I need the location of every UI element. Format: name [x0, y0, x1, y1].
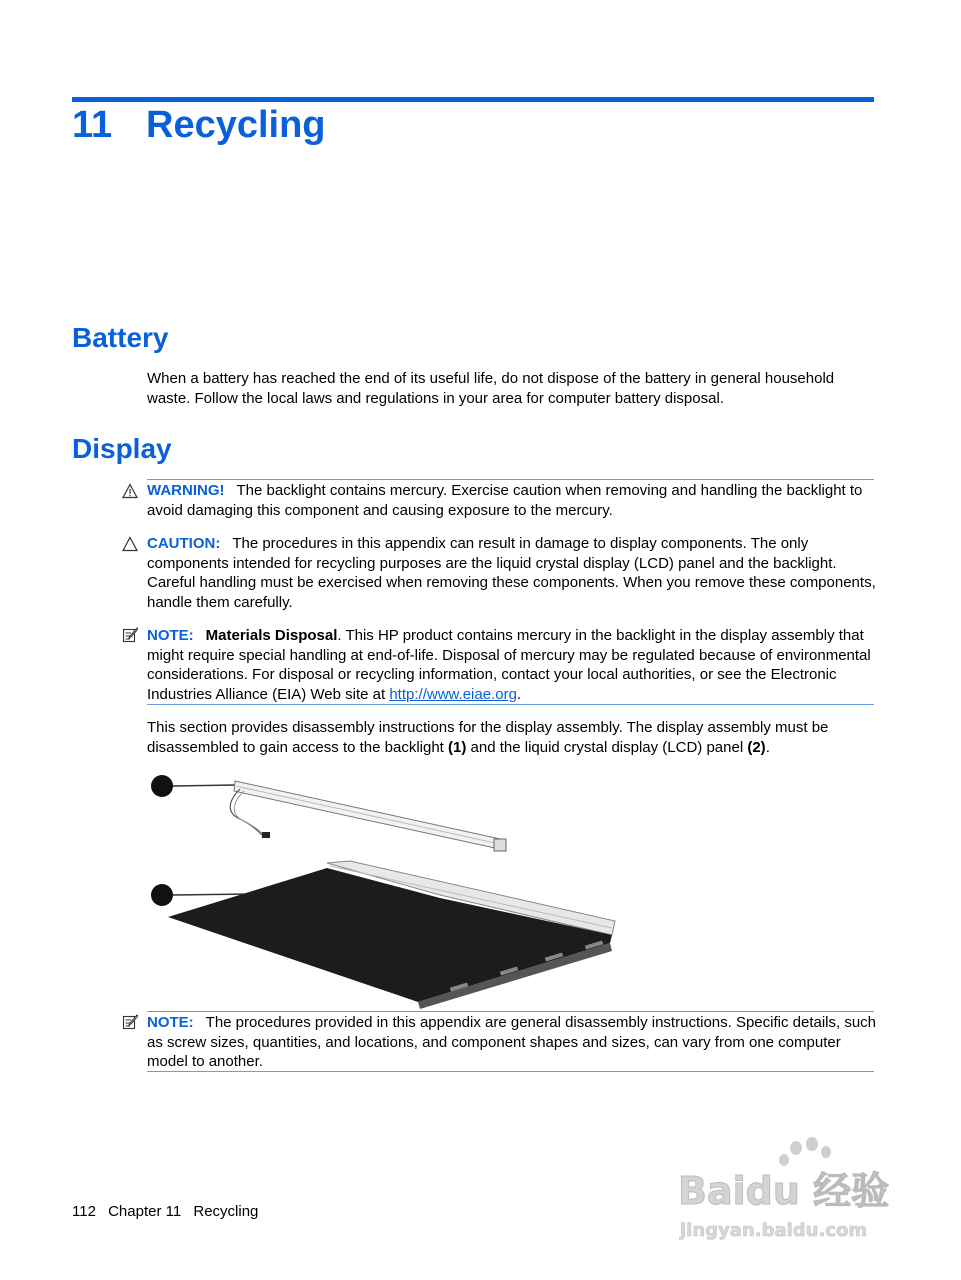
- note2-text: The procedures provided in this appendix are general disassembly instructions. Specific details, such as screw sizes, quantities, and locations, and component shapes and sizes, can vary from one computer model to another.: [147, 1014, 877, 1070]
- note2-top-rule: [147, 1011, 874, 1012]
- warning-rule: [147, 479, 874, 480]
- baidu-watermark: [676, 1136, 908, 1246]
- backlight-illustration: [230, 781, 506, 851]
- watermark-url: jingyan.baidu.com: [680, 1220, 868, 1241]
- eia-website-link[interactable]: http://www.eiae.org: [389, 685, 517, 703]
- watermark-brand: Baidu 经验: [678, 1169, 890, 1213]
- caution-label: CAUTION:: [147, 535, 221, 552]
- note-block-procedures: [147, 1013, 877, 1072]
- warning-block: [147, 481, 877, 520]
- note2-bottom-rule: [147, 1071, 874, 1072]
- battery-text: When a battery has reached the end of its useful life, do not dispose of the battery in general household waste. Follow the local laws and regulations in your area for computer battery disposal.: [147, 370, 835, 407]
- materials-disposal-title: Materials Disposal: [205, 627, 338, 644]
- note-block-materials: NOTE: Materials Disposal. This HP product contains mercury in the backlight in the display assembly that might require special handling at end-of-life. Disposal of mercury may be regulated because of environmental considerations. For disposal or recycling information, contact your local authorities, or see the Electronic Industries Alliance (EIA) Web site at http://www.eiae.org.: [147, 627, 871, 703]
- note-text: . This HP product contains mercury in the backlight in the display assembly that might require special handling at end-of-life. Disposal of mercury may be regulated because of environmental considerations. For disposal or recycling information, contact your local authorities, or see the Electronic Industries Alliance (EIA) Web site at: [147, 627, 871, 703]
- display-disassembly-figure: [140, 765, 630, 1010]
- callout-ref-1: (1): [448, 738, 467, 756]
- note-icon: [122, 627, 138, 643]
- warning-label: WARNING!: [147, 482, 225, 499]
- battery-heading: Battery: [72, 322, 169, 353]
- caution-text: The procedures in this appendix can result in damage to display components. The only components intended for recycling purposes are the liquid crystal display (LCD) panel and the backlight. Careful handling must be exercised when removing these components. When you remove these components, handle them carefully.: [147, 535, 876, 611]
- callout-ref-2: (2): [747, 738, 766, 756]
- page-number: 112: [72, 1203, 96, 1220]
- warning-icon: [122, 483, 138, 499]
- chapter-title: [72, 104, 326, 147]
- lcd-panel-illustration: [168, 861, 615, 1009]
- caution-icon: [122, 536, 138, 552]
- callout-1-marker: [151, 775, 173, 797]
- caution-block: [147, 534, 877, 612]
- page-footer: [72, 1203, 266, 1220]
- chapter-rule: [72, 97, 874, 102]
- display-heading: Display: [72, 433, 172, 464]
- chapter-number: 11: [72, 104, 113, 146]
- callout-2-marker: [151, 884, 173, 906]
- warning-text: The backlight contains mercury. Exercise caution when removing and handling the backlight to avoid damaging this component and causing exposure to the mercury.: [147, 482, 863, 519]
- footer-title: Recycling: [193, 1203, 259, 1220]
- display-intro-text: This section provides disassembly instructions for the display assembly. The display assembly must be disassembled to gain access to the backlight (1) and the liquid crystal display (LCD) panel (2).: [147, 719, 829, 756]
- footer-chapter: Chapter 11: [108, 1203, 182, 1220]
- note2-label: NOTE:: [147, 1014, 194, 1031]
- note-icon: [122, 1014, 138, 1030]
- note-rule: [147, 704, 874, 705]
- note-label: NOTE:: [147, 627, 194, 644]
- chapter-name: Recycling: [146, 104, 326, 146]
